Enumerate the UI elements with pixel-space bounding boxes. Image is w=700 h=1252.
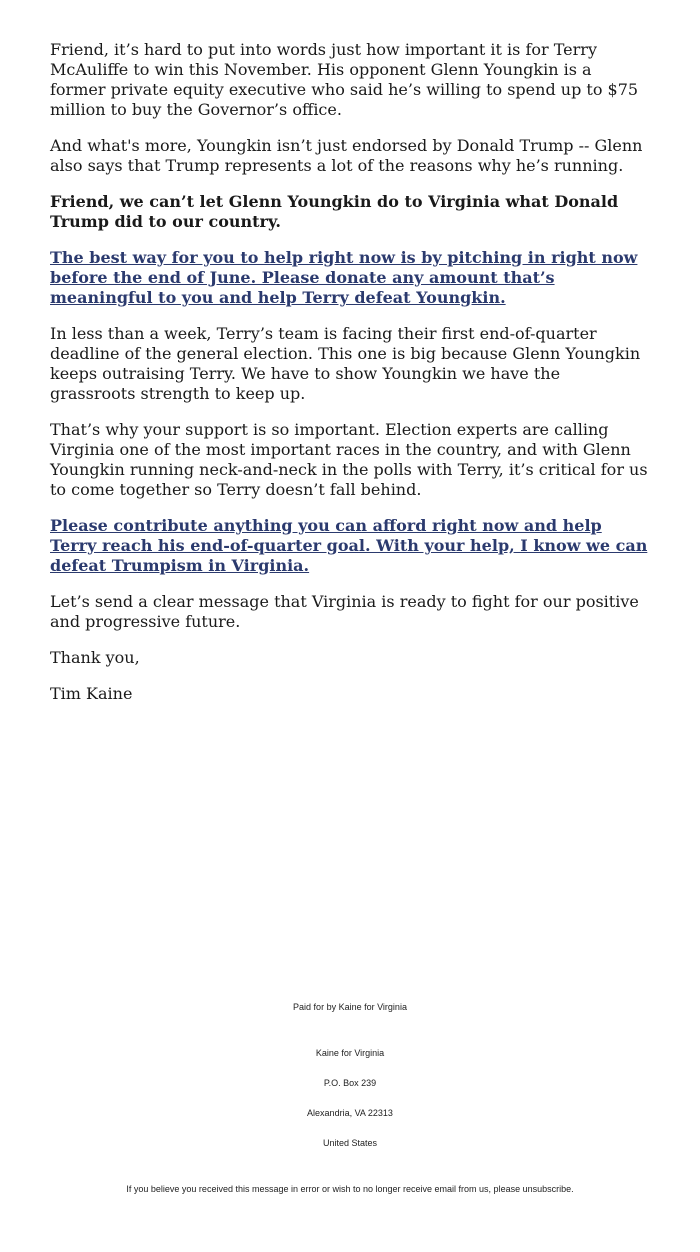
intro-paragraph: Friend, it’s hard to put into words just how important it is for Terry McAuliffe to win this November. His opponent Glenn Youngkin is a former private equity executive who said he’s willing to spend up to $75 million to buy the Governor’s office.: [50, 40, 639, 119]
deadline-paragraph: In less than a week, Terry’s team is facing their first end-of-quarter deadline of the general election. This one is big because Glenn Youngkin keeps outraising Terry. We have to show Youngkin we have the grassroots strength to keep up.: [50, 324, 641, 403]
signature: Tim Kaine: [50, 684, 133, 703]
paid-for-disclaimer: Paid for by Kaine for Virginia: [293, 1002, 407, 1012]
donate-link-paragraph-1: [50, 248, 650, 308]
footer-org-name: Kaine for Virginia: [315, 1048, 385, 1058]
donate-link-2[interactable]: Please contribute anything you can afford right now and help Terry reach his end-of-quarter goal. With your help, I know we can defeat Trumpism in Virginia.: [50, 516, 648, 575]
closing-text: Thank you,: [50, 648, 140, 667]
footer-city: Alexandria, VA 22313: [307, 1108, 393, 1118]
bold-appeal-paragraph: Friend, we can’t let Glenn Youngkin do to Virginia what Donald Trump did to our country.: [50, 192, 619, 231]
support-paragraph: That’s why your support is so important. Election experts are calling Virginia one of the most important races in the country, and with Glenn Youngkin running neck-and-neck in the polls with Terry, it’s critical for us to come together so Terry doesn’t fall behind.: [50, 420, 648, 499]
trump-endorsement-paragraph: And what's more, Youngkin isn’t just endorsed by Donald Trump -- Glenn also says that Trump represents a lot of the reasons why he’s running.: [50, 136, 643, 175]
footer-country: United States: [322, 1138, 378, 1148]
donate-link-1[interactable]: The best way for you to help right now is by pitching in right now before the end of June. Please donate any amount that’s meaningful to you and help Terry defeat Youngkin.: [50, 248, 638, 307]
footer-po-box: P.O. Box 239: [323, 1078, 377, 1088]
donate-link-paragraph-2: [50, 516, 650, 576]
email-body: [50, 40, 650, 720]
unsubscribe-notice[interactable]: If you believe you received this message in error or wish to no longer receive email from us, please unsubscribe.: [126, 1184, 574, 1194]
message-paragraph: Let’s send a clear message that Virginia is ready to fight for our positive and progressive future.: [50, 592, 639, 631]
